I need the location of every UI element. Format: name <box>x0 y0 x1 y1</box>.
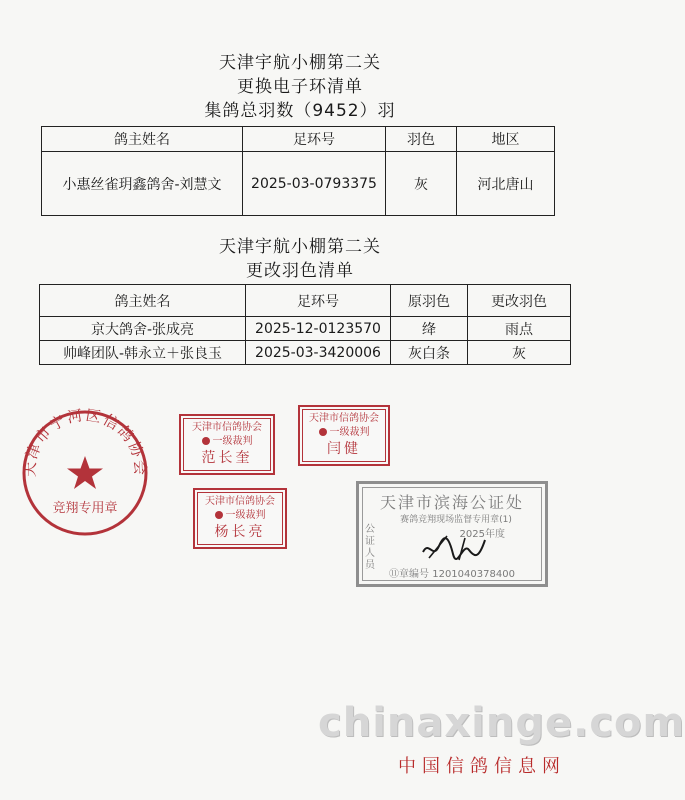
stamp-org: 天津市信鸽协会 <box>192 422 262 433</box>
table-header-row <box>40 285 571 317</box>
stamp-org: 天津市信鸽协会 <box>205 496 275 507</box>
judge-stamp <box>193 488 287 549</box>
ring-number-cell: 2025-03-3420006 <box>246 341 391 365</box>
new-color-cell: 雨点 <box>468 317 571 341</box>
document-subtitle: 更换电子环清单 <box>237 77 363 97</box>
stamp-name: 范长奎 <box>201 450 253 466</box>
stamp-name: 杨长亮 <box>214 524 266 540</box>
document-title: 天津宇航小棚第二关 <box>219 53 381 73</box>
association-round-seal <box>20 408 150 538</box>
owner-cell: 京大鸽舍-张成亮 <box>40 317 246 341</box>
original-color-cell: 灰白条 <box>391 341 468 365</box>
judge-stamp <box>298 405 390 466</box>
watermark-site-name: 中国信鸽信息网 <box>398 756 566 777</box>
notary-year: 2025年度 <box>459 529 505 540</box>
column-header: 羽色 <box>386 127 457 152</box>
owner-cell: 帅峰团队-韩永立＋张良玉 <box>40 341 246 365</box>
notary-side-label: 公证人员 <box>365 524 375 571</box>
section-title: 天津宇航小棚第二关 <box>219 237 381 257</box>
section-subtitle: 更改羽色清单 <box>246 261 354 281</box>
total-count: 集鸽总羽数（9452）羽 <box>204 101 396 121</box>
owner-cell: 小惠丝雀玥鑫鸽舍-刘慧文 <box>42 152 243 216</box>
column-header: 足环号 <box>243 127 386 152</box>
original-color-cell: 绛 <box>391 317 468 341</box>
ring-change-table <box>41 126 555 216</box>
seal-center-text: 竞翔专用章 <box>52 501 118 516</box>
column-header: 鸽主姓名 <box>40 285 246 317</box>
stamp-org: 天津市信鸽协会 <box>309 413 379 424</box>
table-header-row <box>42 127 555 152</box>
stamp-name: 闫健 <box>327 441 361 457</box>
notary-title: 天津市滨海公证处 <box>379 493 524 512</box>
stamp-rank: 一级裁判 <box>198 509 282 523</box>
notary-number: ⑪章编号 1201040378400 <box>389 569 515 580</box>
ring-number-cell: 2025-03-0793375 <box>243 152 386 216</box>
new-color-cell: 灰 <box>468 341 571 365</box>
handwritten-signature <box>419 532 489 564</box>
color-change-table <box>39 284 571 365</box>
region-cell: 河北唐山 <box>457 152 555 216</box>
watermark-domain: chinaxinge.com <box>318 700 685 746</box>
star-icon <box>67 456 103 489</box>
color-cell: 灰 <box>386 152 457 216</box>
judge-stamp <box>179 414 275 475</box>
column-header: 鸽主姓名 <box>42 127 243 152</box>
notary-subtitle: 赛鸽竞翔现场监督专用章(1) <box>400 515 512 525</box>
seal-ring-text: 天津市宁河区信鸽协会 <box>20 408 150 478</box>
column-header: 足环号 <box>246 285 391 317</box>
ring-number-cell: 2025-12-0123570 <box>246 317 391 341</box>
table-row <box>42 152 555 216</box>
stamp-rank: 一级裁判 <box>303 426 385 440</box>
table-row <box>40 341 571 365</box>
notary-stamp <box>356 481 548 587</box>
column-header: 原羽色 <box>391 285 468 317</box>
column-header: 更改羽色 <box>468 285 571 317</box>
column-header: 地区 <box>457 127 555 152</box>
stamp-rank: 一级裁判 <box>184 435 270 449</box>
table-row <box>40 317 571 341</box>
